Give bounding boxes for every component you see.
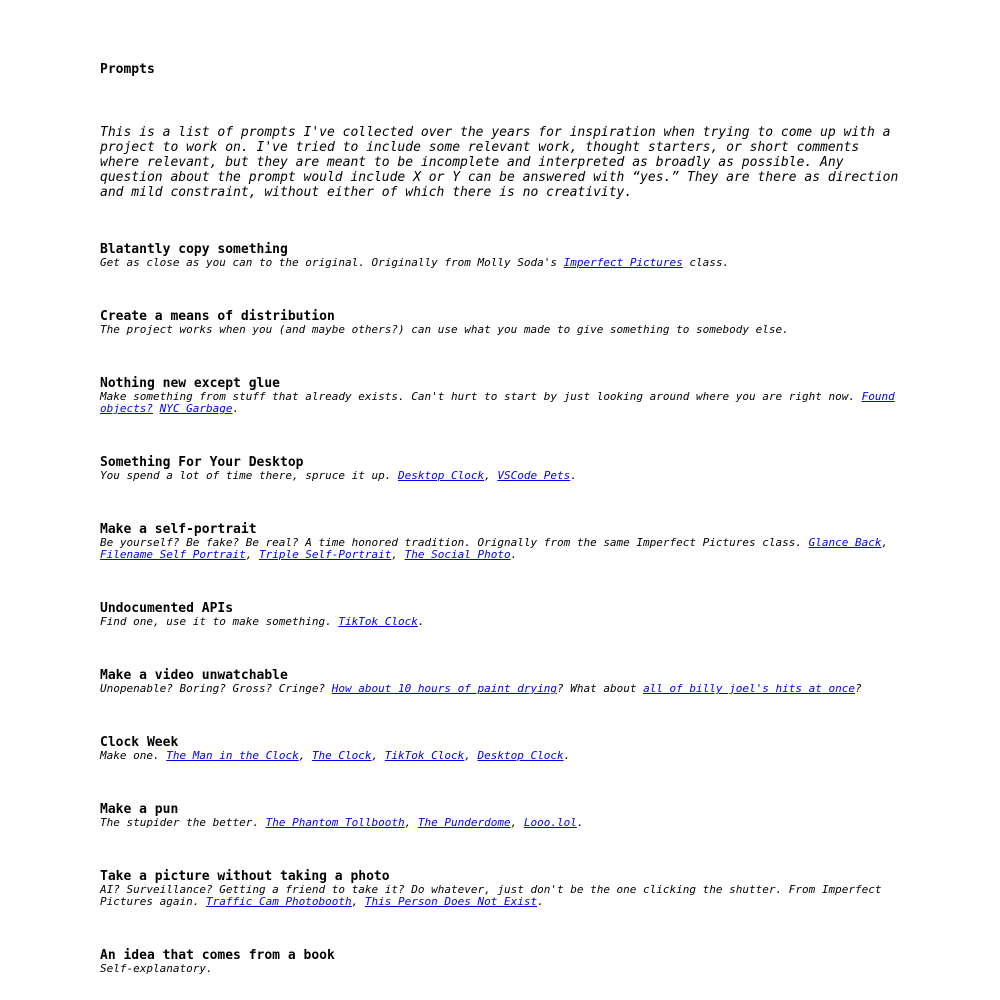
- prompt-link[interactable]: Desktop Clock: [398, 469, 485, 482]
- prompt-text: .: [232, 402, 240, 415]
- prompt-link[interactable]: Triple Self-Portrait: [258, 548, 392, 561]
- prompt-link[interactable]: Filename Self Portrait: [100, 548, 246, 561]
- prompt-link[interactable]: How about 10 hours of paint drying: [331, 682, 557, 695]
- prompt-title: Clock Week: [100, 735, 179, 750]
- prompt-text: ,: [245, 548, 259, 561]
- prompt-link[interactable]: VSCode Pets: [497, 469, 571, 482]
- prompt-text: You spend a lot of time there, spruce it up.: [100, 469, 399, 482]
- prompt-title: Undocumented APIs: [100, 601, 234, 616]
- prompt-text: The project works when you (and maybe others?) can use what you made to give something to somebody else.: [100, 323, 789, 336]
- prompt-text: ,: [510, 816, 524, 829]
- page-content: [100, 62, 900, 975]
- prompt-item: [100, 523, 900, 561]
- prompt-link[interactable]: The Man in the Clock: [166, 749, 299, 762]
- prompt-item: [100, 803, 900, 829]
- prompt-description: [100, 750, 900, 762]
- prompt-description: [100, 683, 900, 695]
- prompt-item: [100, 870, 900, 908]
- prompt-text: ,: [298, 749, 312, 762]
- prompt-text: ,: [464, 749, 478, 762]
- prompt-item: [100, 243, 900, 269]
- prompt-link[interactable]: TikTok Clock: [338, 615, 418, 628]
- prompt-text: Make something from stuff that already exists. Can't hurt to start by just looking around where you are right now.: [100, 390, 862, 403]
- prompt-item: [100, 736, 900, 762]
- prompt-item: [100, 456, 900, 482]
- prompt-link[interactable]: Imperfect Pictures: [563, 256, 683, 269]
- prompt-description: [100, 537, 900, 561]
- prompt-link[interactable]: Looo.lol: [523, 816, 577, 829]
- prompt-text: Get as close as you can to the original. Originally from Molly Soda's: [100, 256, 564, 269]
- prompt-list: [100, 243, 900, 975]
- prompt-link[interactable]: all of billy joel's hits at once: [643, 682, 855, 695]
- prompt-text: AI? Surveillance? Getting a friend to take it? Do whatever, just don't be the one clicking the shutter. From Imperfect Pictures again.: [100, 883, 882, 908]
- prompt-description: [100, 963, 900, 975]
- prompt-text: ,: [351, 895, 365, 908]
- prompt-title: An idea that comes from a book: [100, 948, 335, 963]
- intro-paragraph: This is a list of prompts I've collected over the years for inspiration when trying to come up with a project to work on. I've tried to include some relevant work, thought starters, or short comments where relevant, but they are meant to be incomplete and interpreted as broadly as possible. Any question about the prompt would include X or Y can be answered with “yes.” They are there as direction and mild constraint, without either of which there is no creativity.: [100, 125, 899, 200]
- prompt-description: [100, 391, 900, 415]
- prompt-link[interactable]: The Phantom Tollbooth: [265, 816, 405, 829]
- prompt-item: [100, 602, 900, 628]
- prompt-title: Something For Your Desktop: [100, 455, 304, 470]
- prompt-text: Unopenable? Boring? Gross? Cringe?: [100, 682, 332, 695]
- prompt-item: [100, 310, 900, 336]
- prompt-text: The stupider the better.: [100, 816, 266, 829]
- prompt-title: Make a video unwatchable: [100, 668, 288, 683]
- prompt-description: [100, 884, 900, 908]
- prompt-link[interactable]: The Social Photo: [404, 548, 511, 561]
- prompt-text: ? What about: [556, 682, 644, 695]
- prompt-text: [153, 402, 160, 415]
- prompt-link[interactable]: TikTok Clock: [384, 749, 465, 762]
- prompt-text: Find one, use it to make something.: [100, 615, 339, 628]
- prompt-text: ,: [881, 536, 889, 549]
- prompt-text: .: [563, 749, 571, 762]
- prompt-text: ,: [484, 469, 498, 482]
- prompt-description: [100, 324, 900, 336]
- prompt-title: Take a picture without taking a photo: [100, 869, 390, 884]
- prompt-text: ,: [371, 749, 385, 762]
- prompt-link[interactable]: Found objects?: [100, 390, 895, 415]
- prompt-text: .: [417, 615, 425, 628]
- prompt-title: Make a pun: [100, 802, 179, 817]
- prompt-link[interactable]: Glance Back: [808, 536, 882, 549]
- prompt-text: .: [537, 895, 544, 908]
- prompt-text: Self-explanatory.: [100, 962, 213, 975]
- prompt-title: Blatantly copy something: [100, 242, 288, 257]
- prompt-text: .: [576, 816, 584, 829]
- prompt-title: Make a self-portrait: [100, 522, 257, 537]
- prompt-description: [100, 616, 900, 628]
- prompt-text: ,: [391, 548, 405, 561]
- prompt-link[interactable]: This Person Does Not Exist: [364, 895, 538, 908]
- prompt-text: .: [510, 548, 518, 561]
- prompt-title: Nothing new except glue: [100, 376, 281, 391]
- prompt-text: Make one.: [100, 749, 167, 762]
- prompt-description: [100, 257, 900, 269]
- prompt-link[interactable]: Desktop Clock: [477, 749, 564, 762]
- prompt-link[interactable]: NYC Garbage: [159, 402, 233, 415]
- prompt-link[interactable]: The Clock: [311, 749, 372, 762]
- prompt-link[interactable]: The Punderdome: [417, 816, 511, 829]
- prompt-link[interactable]: Traffic Cam Photobooth: [205, 895, 352, 908]
- prompt-text: .: [570, 469, 577, 482]
- prompt-text: Be yourself? Be fake? Be real? A time honored tradition. Orignally from the same Imperfect Pictures class.: [100, 536, 809, 549]
- page-title: Prompts: [100, 62, 155, 77]
- prompt-text: ,: [404, 816, 418, 829]
- prompt-text: ?: [854, 682, 862, 695]
- prompt-description: [100, 470, 900, 482]
- prompt-title: Create a means of distribution: [100, 309, 335, 324]
- prompt-text: class.: [682, 256, 730, 269]
- prompt-item: [100, 949, 900, 975]
- prompt-description: [100, 817, 900, 829]
- prompt-item: [100, 669, 900, 695]
- prompt-item: [100, 377, 900, 415]
